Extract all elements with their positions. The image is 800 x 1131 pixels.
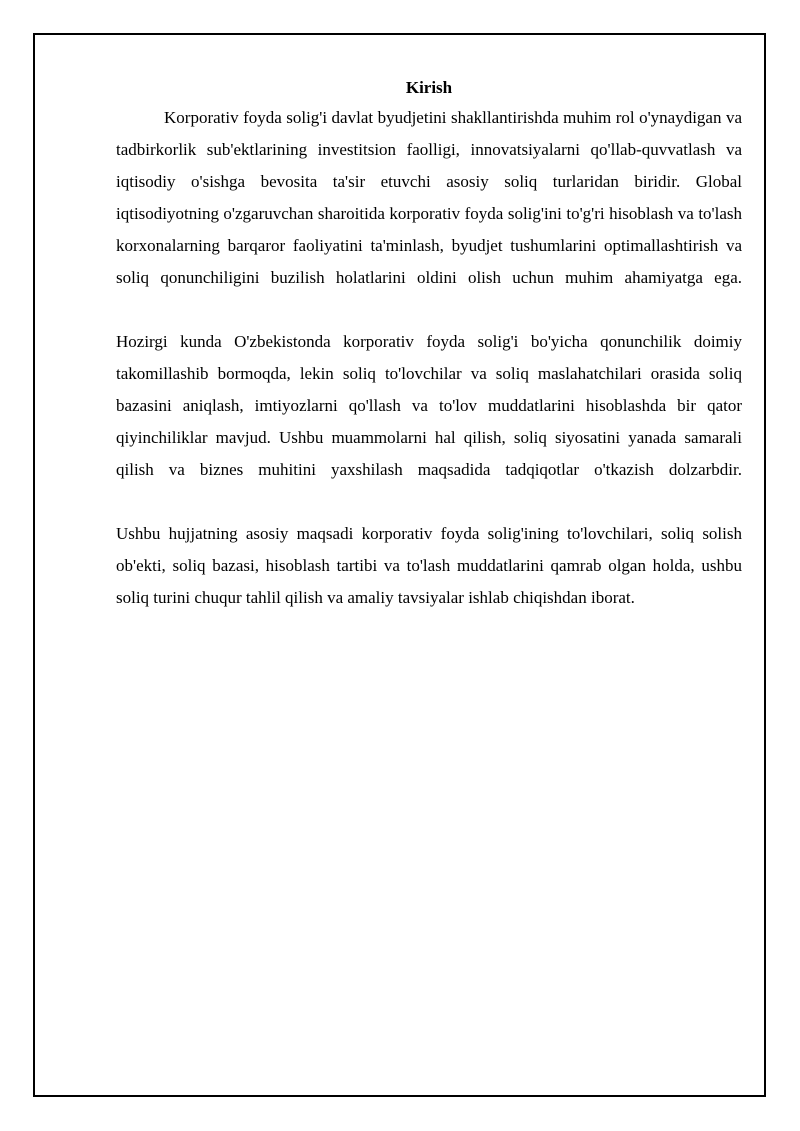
paragraph-3: Ushbu hujjatning asosiy maqsadi korporativ foyda solig'ining to'lovchilari, soliq solish ob'ekti, soliq bazasi, hisoblash tartibi va to'lash muddatlarini qamrab olgan holda, ushbu soliq turini chuqur tahlil qilish va amaliy tavsiyalar ishlab chiqishdan iborat.	[116, 524, 742, 607]
paragraph-1: Korporativ foyda solig'i davlat byudjetini shakllantirishda muhim rol o'ynaydigan va tadbirkorlik sub'ektlarining investitsion faolligi, innovatsiyalarni qo'llab-quvvatlash va iqtisodiy o'sishga bevosita ta'sir etuvchi asosiy soliq turlaridan biridir. Global iqtisodiyotning o'zgaruvchan sharoitida korporativ foyda solig'ini to'g'ri hisoblash va to'lash korxonalarning barqaror faoliyatini ta'minlash, byudjet tushumlarini optimallashtirish va soliq qonunchiligini buzilish holatlarini oldini olish uchun muhim ahamiyatga ega.	[116, 108, 742, 287]
paragraph-2: Hozirgi kunda O'zbekistonda korporativ foyda solig'i bo'yicha qonunchilik doimiy takomillashib bormoqda, lekin soliq to'lovchilar va soliq maslahatchilari orasida soliq bazasini aniqlash, imtiyozlarni qo'llash va to'lov muddatlarini hisoblashda bir qator qiyinchiliklar mavjud. Ushbu muammolarni hal qilish, soliq siyosatini yanada samarali qilish va biznes muhitini yaxshilash maqsadida tadqiqotlar o'tkazish dolzarbdir.	[116, 332, 742, 479]
document-title: Kirish	[405, 78, 453, 97]
document-body	[116, 74, 742, 614]
paragraph-spacer	[116, 294, 742, 326]
paragraph-spacer	[116, 486, 742, 518]
